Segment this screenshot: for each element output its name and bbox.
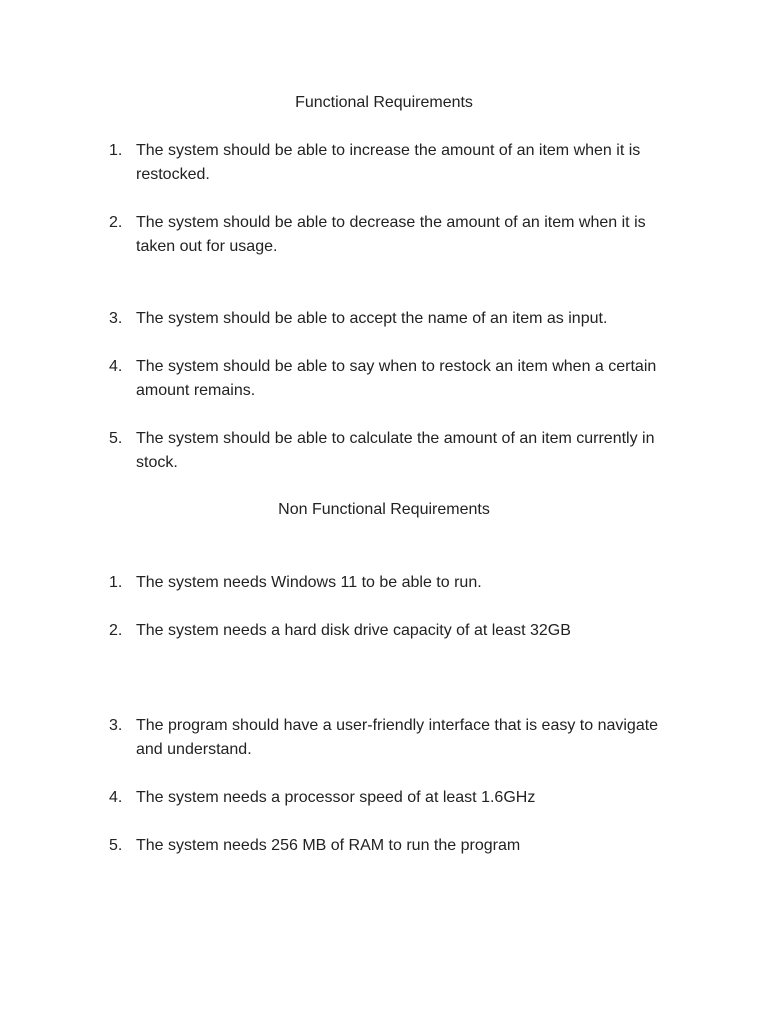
requirement-text: The system should be able to increase the amount of an item when it is restocked.: [136, 142, 641, 183]
requirement-text: The system should be able to say when to restock an item when a certain amount remains.: [136, 358, 657, 399]
list-number: 1.: [109, 142, 123, 159]
requirement-text: The system needs a hard disk drive capacity of at least 32GB: [136, 622, 571, 639]
functional-requirement-item: [109, 139, 689, 187]
list-number: 4.: [109, 789, 123, 806]
requirement-text: The system should be able to calculate the amount of an item currently in stock.: [136, 430, 655, 471]
requirement-text: The program should have a user-friendly interface that is easy to navigate and understand.: [136, 717, 659, 758]
requirement-text: The system should be able to decrease the amount of an item when it is taken out for usage.: [136, 214, 646, 255]
non-functional-requirement-item: [109, 786, 689, 810]
functional-requirements-heading: Functional Requirements: [295, 94, 473, 111]
requirement-text: The system should be able to accept the name of an item as input.: [136, 310, 608, 327]
requirement-text: The system needs 256 MB of RAM to run the program: [136, 837, 521, 854]
list-number: 5.: [109, 430, 123, 447]
requirement-text: The system needs Windows 11 to be able to run.: [136, 574, 482, 591]
list-number: 4.: [109, 358, 123, 375]
functional-requirement-item: [109, 427, 689, 475]
functional-requirement-item: [109, 307, 689, 331]
list-number: 3.: [109, 310, 123, 327]
non-functional-requirement-item: [109, 619, 689, 643]
list-number: 2.: [109, 622, 123, 639]
list-number: 3.: [109, 717, 123, 734]
functional-requirement-item: [109, 211, 689, 259]
list-number: 1.: [109, 574, 123, 591]
non-functional-requirements-heading: Non Functional Requirements: [278, 501, 490, 518]
functional-requirement-item: [109, 355, 689, 403]
requirement-text: The system needs a processor speed of at least 1.6GHz: [136, 789, 536, 806]
non-functional-requirement-item: [109, 714, 689, 762]
non-functional-requirement-item: [109, 571, 689, 595]
non-functional-requirement-item: [109, 834, 689, 858]
list-number: 5.: [109, 837, 123, 854]
list-number: 2.: [109, 214, 123, 231]
